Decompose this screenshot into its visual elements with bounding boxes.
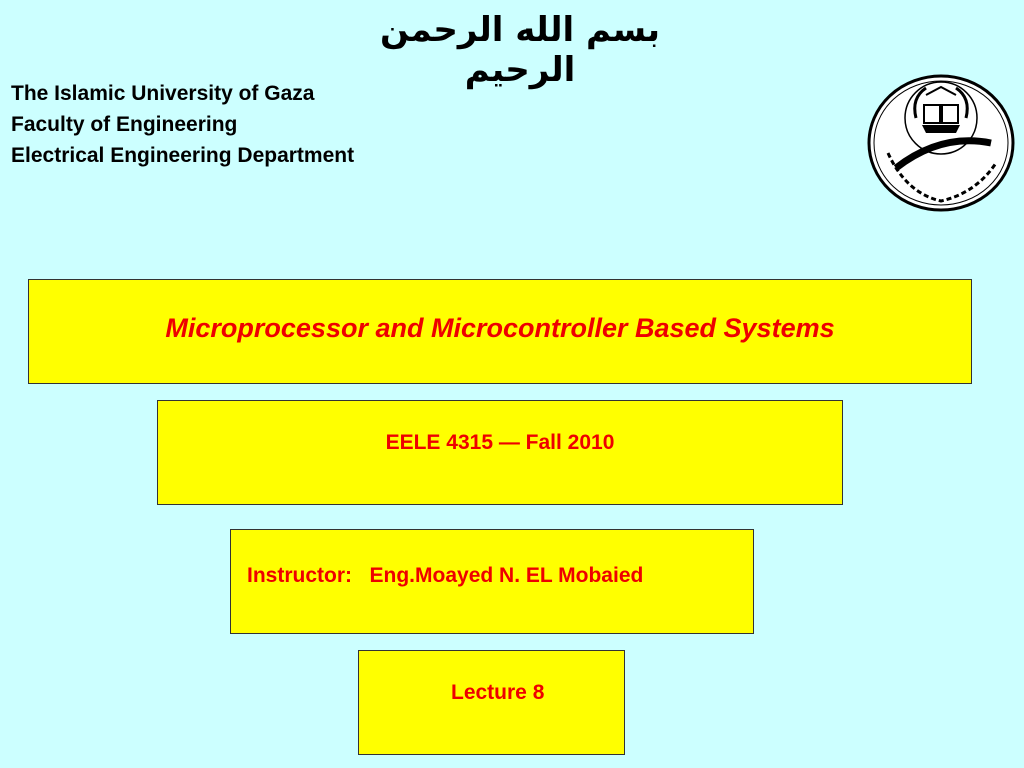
department-name: Electrical Engineering Department (11, 144, 355, 167)
course-code-box (157, 400, 843, 505)
instructor-name: Eng.Moayed N. EL Mobaied (369, 564, 644, 587)
university-logo-icon (866, 73, 1016, 213)
course-code: EELE 4315 — Fall 2010 (385, 431, 615, 454)
course-title: Microprocessor and Microcontroller Based Systems (165, 313, 835, 343)
instructor-label: Instructor: (247, 564, 352, 587)
course-title-box (28, 279, 972, 384)
instructor-box (230, 529, 754, 634)
institution-block (11, 78, 354, 171)
faculty-name: Faculty of Engineering (11, 113, 238, 136)
lecture-box (358, 650, 625, 755)
university-name: The Islamic University of Gaza (11, 82, 315, 105)
basmala: بسم الله الرحمن الرحيم (379, 10, 661, 90)
lecture-number: Lecture 8 (451, 681, 545, 704)
